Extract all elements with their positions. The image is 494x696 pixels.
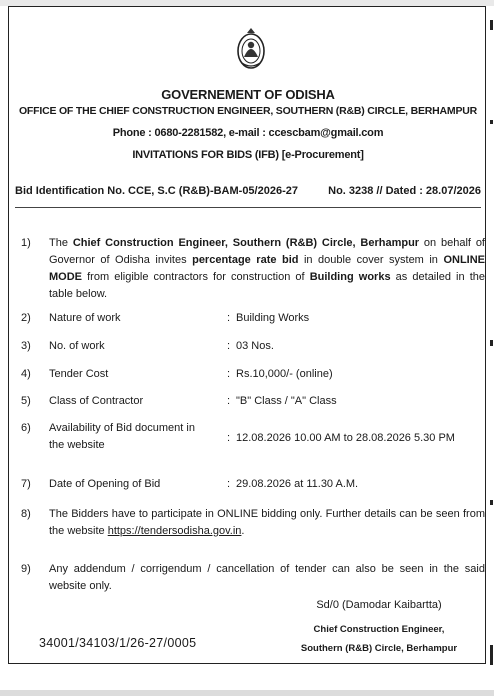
list-item-3 — [21, 338, 481, 356]
item-label: Class of Contractor — [49, 395, 144, 407]
item-value: "B" Class / "A" Class — [236, 395, 337, 407]
item-number: 4) — [21, 368, 31, 380]
contact-details: Phone : 0680-2281582, e-mail : ccescbam@gmail.com — [112, 127, 384, 139]
scan-edge-bottom — [0, 666, 494, 696]
colon: : — [227, 478, 231, 490]
item-1-run: as detailed in the table below. — [49, 271, 485, 300]
colon: : — [227, 368, 231, 380]
item-value: 03 Nos. — [236, 340, 274, 352]
tender-notice — [8, 6, 486, 664]
list-item-9 — [21, 561, 485, 592]
item-value: 12.08.2026 10.00 AM to 28.08.2026 5.30 PM — [236, 432, 455, 444]
item-value: Rs.10,000/- (online) — [236, 368, 333, 380]
list-item-1 — [21, 235, 485, 300]
item-number: 7) — [21, 478, 31, 490]
item-label: Date of Opening of Bid — [49, 478, 161, 490]
item-number: 5) — [21, 395, 31, 407]
item-label: Nature of work — [49, 312, 121, 324]
signature-office: Southern (R&B) Circle, Berhampur — [300, 643, 458, 654]
office-name: OFFICE OF THE CHIEF CONSTRUCTION ENGINEER, SOUTHERN (R&B) CIRCLE, BERHAMPUR — [18, 105, 478, 117]
item-text-end: . — [241, 525, 245, 537]
scan-side-marks — [488, 0, 494, 696]
item-label: Tender Cost — [49, 368, 109, 380]
odisha-emblem-icon — [234, 27, 268, 73]
item-label: Availability of Bid document in the website — [49, 422, 195, 451]
item-number: 6) — [21, 422, 31, 434]
item-1-run: Chief Construction Engineer, Southern (R&B) Circle, Berhampur — [72, 237, 420, 249]
signature-name: Sd/0 (Damodar Kaibartta) — [316, 599, 442, 611]
colon: : — [227, 395, 231, 407]
item-8-text — [49, 506, 485, 540]
item-1-text — [49, 235, 485, 303]
item-text: The Bidders have to participate in ONLINE bidding only. Further details can be seen from the website — [49, 508, 485, 537]
bid-number-dated: No. 3238 // Dated : 28.07/2026 — [328, 185, 481, 197]
list-item-8 — [21, 506, 485, 542]
item-label: No. of work — [49, 340, 105, 352]
signature-designation: Chief Construction Engineer, — [313, 624, 445, 635]
item-1-run: Building works — [309, 271, 391, 283]
item-1-run: The — [49, 237, 73, 249]
item-number: 2) — [21, 312, 31, 324]
tender-website-link[interactable]: https://tendersodisha.gov.in — [107, 525, 242, 537]
item-value: 29.08.2026 at 11.30 A.M. — [236, 478, 359, 490]
item-number: 1) — [21, 237, 31, 249]
item-1-run: ONLINE MODE — [49, 254, 485, 283]
reference-number: 34001/34103/1/26-27/0005 — [39, 636, 197, 650]
item-value: Building Works — [236, 312, 310, 324]
list-item-6 — [21, 420, 481, 456]
item-number: 8) — [21, 508, 31, 520]
divider — [15, 207, 481, 208]
list-item-7 — [21, 476, 481, 494]
colon: : — [227, 312, 231, 324]
item-number: 9) — [21, 563, 31, 575]
item-number: 3) — [21, 340, 31, 352]
item-1-run: percentage rate bid — [192, 254, 299, 266]
list-item-4 — [21, 366, 481, 384]
colon: : — [227, 432, 231, 444]
bid-identification: Bid Identification No. CCE, S.C (R&B)-BAM-05/2026-27 — [15, 185, 298, 197]
item-1-run: on behalf of Governor of Odisha invites — [49, 237, 485, 266]
item-1-run: from eligible contractors for construction of — [82, 271, 310, 283]
list-item-5 — [21, 393, 481, 411]
colon: : — [227, 340, 231, 352]
item-1-run: in double cover system in — [298, 254, 444, 266]
government-title: GOVERNEMENT OF ODISHA — [161, 87, 335, 102]
list-item-2 — [21, 310, 481, 328]
invitation-heading: INVITATIONS FOR BIDS (IFB) [e-Procurement] — [132, 149, 364, 161]
item-9-text: Any addendum / corrigendum / cancellation of tender can also be seen in the said website only. — [49, 563, 485, 592]
